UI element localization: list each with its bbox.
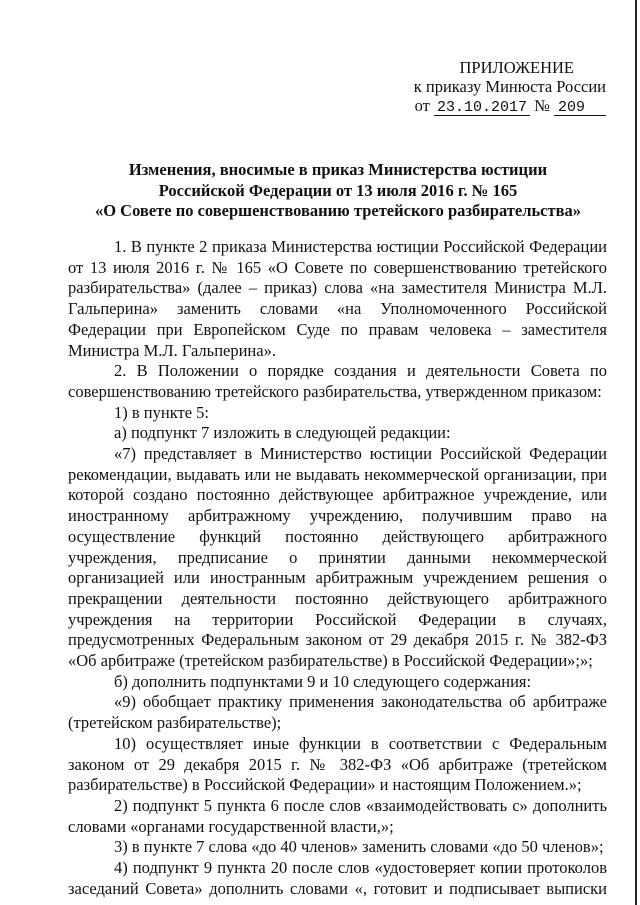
scan-border: [635, 0, 637, 905]
paragraph-2: 2. В Положении о порядке создания и деятельности Совета по совершенствованию третейского разбирательства, утвержденном приказом:: [68, 361, 607, 401]
paragraph-2-1: 1) в пункте 5:: [114, 402, 209, 422]
heading-line-3: «О Совете по совершенствованию третейского разбирательства»: [94, 201, 582, 220]
order-date: 23.10.2017: [434, 100, 530, 116]
paragraph-2-3: 3) в пункте 7 слова «до 40 членов» заменить словами «до 50 членов»;: [114, 837, 604, 857]
paragraph-1: 1. В пункте 2 приказа Министерства юстиции Российской Федерации от 13 июля 2016 г. № 165 «О Совете по совершенствованию третейского разбирательства» (далее – приказ) слова «на заместителя Министра М.Л. Гальперина» заменить словами «на Уполномоченного Российской Федерации при Европейском Суде по правам человека – заместителя Министра М.Л. Гальперина».: [68, 237, 607, 360]
appendix-subtitle: к приказу Минюста России: [413, 77, 606, 96]
paragraph-2-2: 2) подпункт 5 пункта 6 после слов «взаимодействовать с» дополнить словами «органами государственной власти,»;: [68, 795, 607, 836]
paragraph-subpoint-9: «9) обобщает практику применения законодательства об арбитраже (третейском разбирательстве);: [68, 692, 607, 733]
paragraph-2-4: 4) подпункт 9 пункта 20 после слов «удостоверяет копии протоколов заседаний Совета» дополнить словами «, готовит и подписывает выписки: [68, 858, 607, 898]
heading-line-1: Изменения, вносимые в приказ Министерства юстиции: [128, 160, 548, 179]
paragraph-2-1-b: б) дополнить подпунктами 9 и 10 следующего содержания:: [114, 671, 532, 691]
number-sign: №: [534, 96, 550, 115]
appendix-block: [400, 58, 606, 116]
paragraph-subpoint-10: 10) осуществляет иные функции в соответствии с Федеральным законом от 29 декабря 2015 г. № 382-ФЗ «Об арбитраже (третейском разбирательстве) в Российской Федерации» и настоящим Положением.»;: [68, 733, 607, 795]
appendix-date-line: [400, 96, 606, 116]
document-body: [68, 237, 607, 900]
appendix-title: ПРИЛОЖЕНИЕ: [459, 58, 574, 77]
date-prefix: от: [414, 96, 430, 115]
order-number: 209: [554, 100, 606, 116]
paragraph-subpoint-7: «7) представляет в Министерство юстиции Российской Федерации рекомендации, выдавать или не выдавать некоммерческой организации, при которой создано постоянно действующее арбитражное учреждение, или иностранному арбитражному учреждению, получившим право на осуществление функций постоянно действующего арбитражного учреждения, предписание о принятии данными некоммерческой организацией или иностранным арбитражным учреждением решения о прекращении деятельности постоянно действующего арбитражного учреждения на территории Российской Федерации в случаях, предусмотренных Федеральным законом от 29 декабря 2015 г. № 382-ФЗ «Об арбитраже (третейском разбирательстве) в Российской Федерации»;»;: [68, 444, 607, 671]
document-heading: [68, 160, 608, 222]
heading-line-2: Российской Федерации от 13 июля 2016 г. № 165: [158, 180, 518, 200]
paragraph-2-1-a: а) подпункт 7 изложить в следующей редакции:: [114, 423, 451, 443]
